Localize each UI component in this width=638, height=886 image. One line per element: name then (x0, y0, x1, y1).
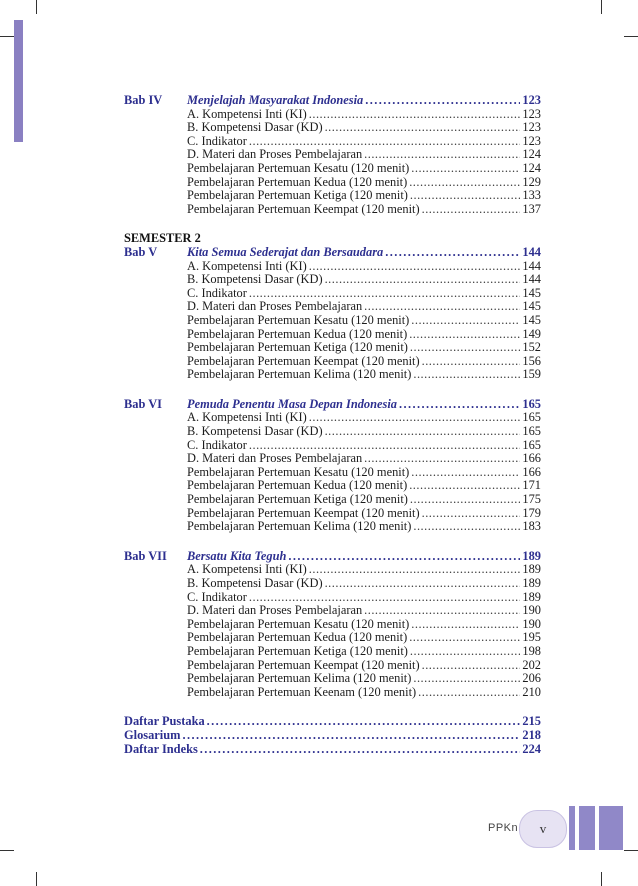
leader-dots (410, 341, 521, 355)
leader-dots (309, 260, 521, 274)
leader-dots (411, 466, 520, 480)
toc-entry[interactable] (124, 189, 541, 203)
leader-dots (422, 203, 521, 217)
entry-title: C. Indikator (187, 589, 247, 604)
leader-dots (411, 162, 520, 176)
entry-title: Pembelajaran Pertemuan Kesatu (120 menit) (187, 312, 410, 327)
chapter-title: Pemuda Penentu Masa Depan Indonesia (187, 396, 397, 411)
toc-entry[interactable] (124, 108, 541, 122)
entry-title: Pembelajaran Pertemuan Ketiga (120 menit) (187, 643, 408, 658)
leader-dots (409, 631, 520, 645)
page-number: 189 (522, 589, 541, 604)
leader-dots (411, 618, 520, 632)
entry-title: Pembelajaran Pertemuan Keenam (120 menit) (187, 684, 417, 699)
entry-title: Daftar Indeks (124, 741, 198, 756)
chapter-title: Menjelajah Masyarakat Indonesia (187, 93, 364, 107)
crop-mark (0, 36, 14, 37)
leader-dots (422, 355, 521, 369)
toc-entry[interactable] (124, 368, 541, 382)
page-number: 145 (522, 312, 541, 327)
entry-title: Pembelajaran Pertemuan Kesatu (120 menit) (187, 616, 410, 631)
entry-title: Pembelajaran Pertemuan Ketiga (120 menit) (187, 340, 408, 355)
entry-title: Pembelajaran Pertemuan Keempat (120 menit) (187, 353, 420, 368)
back-matter-entry[interactable] (124, 729, 541, 743)
entry-title: Pembelajaran Pertemuan Kelima (120 menit) (187, 367, 412, 382)
page-number: 159 (522, 367, 541, 382)
page-number: 144 (522, 258, 541, 273)
page-number: 166 (522, 451, 541, 466)
leader-dots (309, 108, 521, 122)
leader-dots (364, 452, 520, 466)
leader-dots (249, 591, 521, 605)
chapter-label: Bab IV (124, 93, 163, 107)
leader-dots (325, 425, 521, 439)
entry-title: Pembelajaran Pertemuan Kelima (120 menit) (187, 671, 412, 686)
entry-title: B. Kompetensi Dasar (KD) (187, 272, 323, 287)
toc-entry[interactable] (124, 631, 541, 645)
entry-title: Pembelajaran Pertemuan Keempat (120 menit) (187, 657, 420, 672)
toc-entry[interactable] (124, 273, 541, 287)
leader-dots (413, 368, 520, 382)
page-number: 165 (522, 410, 541, 425)
page-number: 171 (522, 478, 541, 493)
toc-entry[interactable] (124, 659, 541, 673)
toc-entry[interactable] (124, 520, 541, 534)
page-number: 165 (522, 396, 541, 411)
entry-title: B. Kompetensi Dasar (KD) (187, 120, 323, 135)
entry-title: Daftar Pustaka (124, 714, 205, 729)
page-number: 175 (522, 492, 541, 507)
toc-entry[interactable] (124, 148, 541, 162)
page-number: 183 (522, 519, 541, 534)
page-number: 123 (522, 133, 541, 148)
leader-dots (207, 715, 521, 729)
side-accent-bar (14, 20, 23, 142)
entry-title: D. Materi dan Proses Pembelajaran (187, 147, 363, 162)
page-number: 190 (522, 616, 541, 631)
entry-title: B. Kompetensi Dasar (KD) (187, 576, 323, 590)
leader-dots (364, 604, 520, 618)
entry-title: Pembelajaran Pertemuan Kesatu (120 menit) (187, 464, 410, 479)
page-number: 179 (522, 505, 541, 520)
leader-dots (409, 176, 520, 190)
crop-mark (601, 872, 602, 886)
chapter-heading[interactable] (124, 246, 541, 260)
footer-accent-bar (599, 806, 623, 850)
toc-entry[interactable] (124, 686, 541, 700)
leader-dots (364, 148, 520, 162)
page-number: 190 (522, 603, 541, 618)
page-number: 124 (522, 160, 541, 175)
toc-entry[interactable] (124, 479, 541, 493)
semester-heading: SEMESTER 2 (124, 231, 201, 246)
page-number: 202 (522, 657, 541, 672)
entry-title: A. Kompetensi Inti (KI) (187, 410, 307, 425)
page-number: 123 (522, 106, 541, 121)
page-number: 156 (522, 353, 541, 368)
leader-dots (413, 672, 520, 686)
leader-dots (409, 479, 520, 493)
page-number: 210 (522, 684, 541, 699)
crop-mark (624, 36, 638, 37)
page-number: 224 (522, 741, 541, 756)
entry-title: D. Materi dan Proses Pembelajaran (187, 603, 363, 618)
entry-title: Pembelajaran Pertemuan Kedua (120 menit) (187, 630, 408, 645)
entry-title: Pembelajaran Pertemuan Keempat (120 menit) (187, 201, 420, 216)
crop-mark (601, 0, 602, 14)
page-number: 137 (522, 201, 541, 216)
page-number: 189 (522, 548, 541, 563)
toc-entry[interactable] (124, 439, 541, 453)
leader-dots (309, 411, 521, 425)
leader-dots (249, 287, 521, 301)
toc-entry[interactable] (124, 411, 541, 425)
entry-title: Pembelajaran Pertemuan Keempat (120 menit) (187, 505, 420, 520)
table-of-contents (124, 94, 541, 756)
toc-entry[interactable] (124, 577, 541, 591)
leader-dots (410, 189, 521, 203)
leader-dots (413, 520, 520, 534)
leader-dots (249, 439, 521, 453)
page-number: 189 (522, 562, 541, 577)
toc-entry[interactable] (124, 176, 541, 190)
page-number: 123 (522, 120, 541, 135)
page-number: 218 (522, 727, 541, 742)
page-number: 198 (522, 643, 541, 658)
toc-entry[interactable] (124, 591, 541, 605)
entry-title: A. Kompetensi Inti (KI) (187, 258, 307, 273)
toc-entry[interactable] (124, 203, 541, 217)
toc-entry[interactable] (124, 328, 541, 342)
entry-title: D. Materi dan Proses Pembelajaran (187, 451, 363, 466)
leader-dots (411, 314, 520, 328)
entry-title: Glosarium (124, 727, 181, 742)
toc-entry[interactable] (124, 672, 541, 686)
entry-title: Pembelajaran Pertemuan Kedua (120 menit) (187, 478, 408, 493)
leader-dots (325, 273, 521, 287)
entry-title: Pembelajaran Pertemuan Ketiga (120 menit) (187, 188, 408, 203)
leader-dots (364, 300, 520, 314)
chapter-label: Bab V (124, 244, 158, 259)
leader-dots (422, 659, 521, 673)
toc-entry[interactable] (124, 287, 541, 301)
page-number: 145 (522, 285, 541, 300)
toc-entry[interactable] (124, 507, 541, 521)
chapter-heading[interactable] (124, 398, 541, 412)
entry-title: Pembelajaran Pertemuan Kelima (120 menit) (187, 519, 412, 534)
leader-dots (365, 94, 520, 108)
crop-mark (624, 850, 638, 851)
chapter-label: Bab VII (124, 548, 167, 563)
entry-title: Pembelajaran Pertemuan Kedua (120 menit) (187, 174, 408, 189)
leader-dots (410, 493, 521, 507)
entry-title: D. Materi dan Proses Pembelajaran (187, 299, 363, 314)
entry-title: Pembelajaran Pertemuan Kesatu (120 menit) (187, 160, 410, 175)
toc-entry[interactable] (124, 260, 541, 274)
chapter-title: Bersatu Kita Teguh (187, 548, 287, 563)
leader-dots (249, 135, 521, 149)
back-matter-entry[interactable] (124, 743, 541, 757)
page-number: 165 (522, 424, 541, 439)
crop-mark (0, 850, 14, 851)
entry-title: Pembelajaran Pertemuan Kedua (120 menit) (187, 326, 408, 341)
page-number: 152 (522, 340, 541, 355)
crop-mark (36, 872, 37, 886)
entry-title: C. Indikator (187, 285, 247, 300)
page-number: 144 (522, 272, 541, 287)
leader-dots (309, 563, 521, 577)
toc-entry[interactable] (124, 563, 541, 577)
leader-dots (399, 398, 520, 412)
toc-entry[interactable] (124, 493, 541, 507)
page-number: 133 (522, 188, 541, 203)
page-number: 124 (522, 147, 541, 162)
page-number: 206 (522, 671, 541, 686)
page-number: 129 (522, 174, 541, 189)
toc-entry[interactable] (124, 355, 541, 369)
chapter-title: Kita Semua Sederajat dan Bersaudara (187, 244, 384, 259)
chapter-heading[interactable] (124, 550, 541, 564)
leader-dots (288, 550, 520, 564)
back-matter-entry[interactable] (124, 715, 541, 729)
leader-dots (410, 645, 521, 659)
leader-dots (200, 743, 521, 757)
page-number-footer: v (539, 821, 547, 836)
page-number: 166 (522, 464, 541, 479)
leader-dots (422, 507, 521, 521)
entry-title: C. Indikator (187, 437, 247, 452)
toc-entry[interactable] (124, 425, 541, 439)
entry-title: A. Kompetensi Inti (KI) (187, 106, 307, 121)
leader-dots (325, 577, 521, 591)
toc-entry[interactable] (124, 162, 541, 176)
toc-entry[interactable] (124, 604, 541, 618)
entry-title: C. Indikator (187, 133, 247, 148)
toc-entry[interactable] (124, 121, 541, 135)
page-number: 144 (522, 244, 541, 259)
leader-dots (418, 686, 520, 700)
entry-title: B. Kompetensi Dasar (KD) (187, 424, 323, 439)
leader-dots (409, 328, 520, 342)
footer-accent-bar (569, 806, 575, 850)
entry-title: Pembelajaran Pertemuan Ketiga (120 menit) (187, 492, 408, 507)
footer-accent-bar (579, 806, 595, 850)
toc-entry[interactable] (124, 618, 541, 632)
leader-dots (182, 729, 520, 743)
toc-entry[interactable] (124, 135, 541, 149)
page-number: 215 (522, 714, 541, 729)
leader-dots (385, 246, 520, 260)
toc-entry[interactable] (124, 314, 541, 328)
page-number: 189 (522, 576, 541, 590)
page-number: 165 (522, 437, 541, 452)
page-badge (519, 810, 567, 848)
crop-mark (36, 0, 37, 14)
toc-entry[interactable] (124, 452, 541, 466)
leader-dots (325, 121, 521, 135)
toc-entry[interactable] (124, 341, 541, 355)
page-number: 195 (522, 630, 541, 645)
toc-entry[interactable] (124, 466, 541, 480)
toc-entry[interactable] (124, 300, 541, 314)
subject-label: PPKn (488, 822, 519, 834)
chapter-label: Bab VI (124, 396, 162, 411)
page-number: 145 (522, 299, 541, 314)
toc-entry[interactable] (124, 645, 541, 659)
chapter-heading[interactable] (124, 94, 541, 108)
page-number: 123 (522, 93, 541, 107)
page-number: 149 (522, 326, 541, 341)
entry-title: A. Kompetensi Inti (KI) (187, 562, 307, 577)
